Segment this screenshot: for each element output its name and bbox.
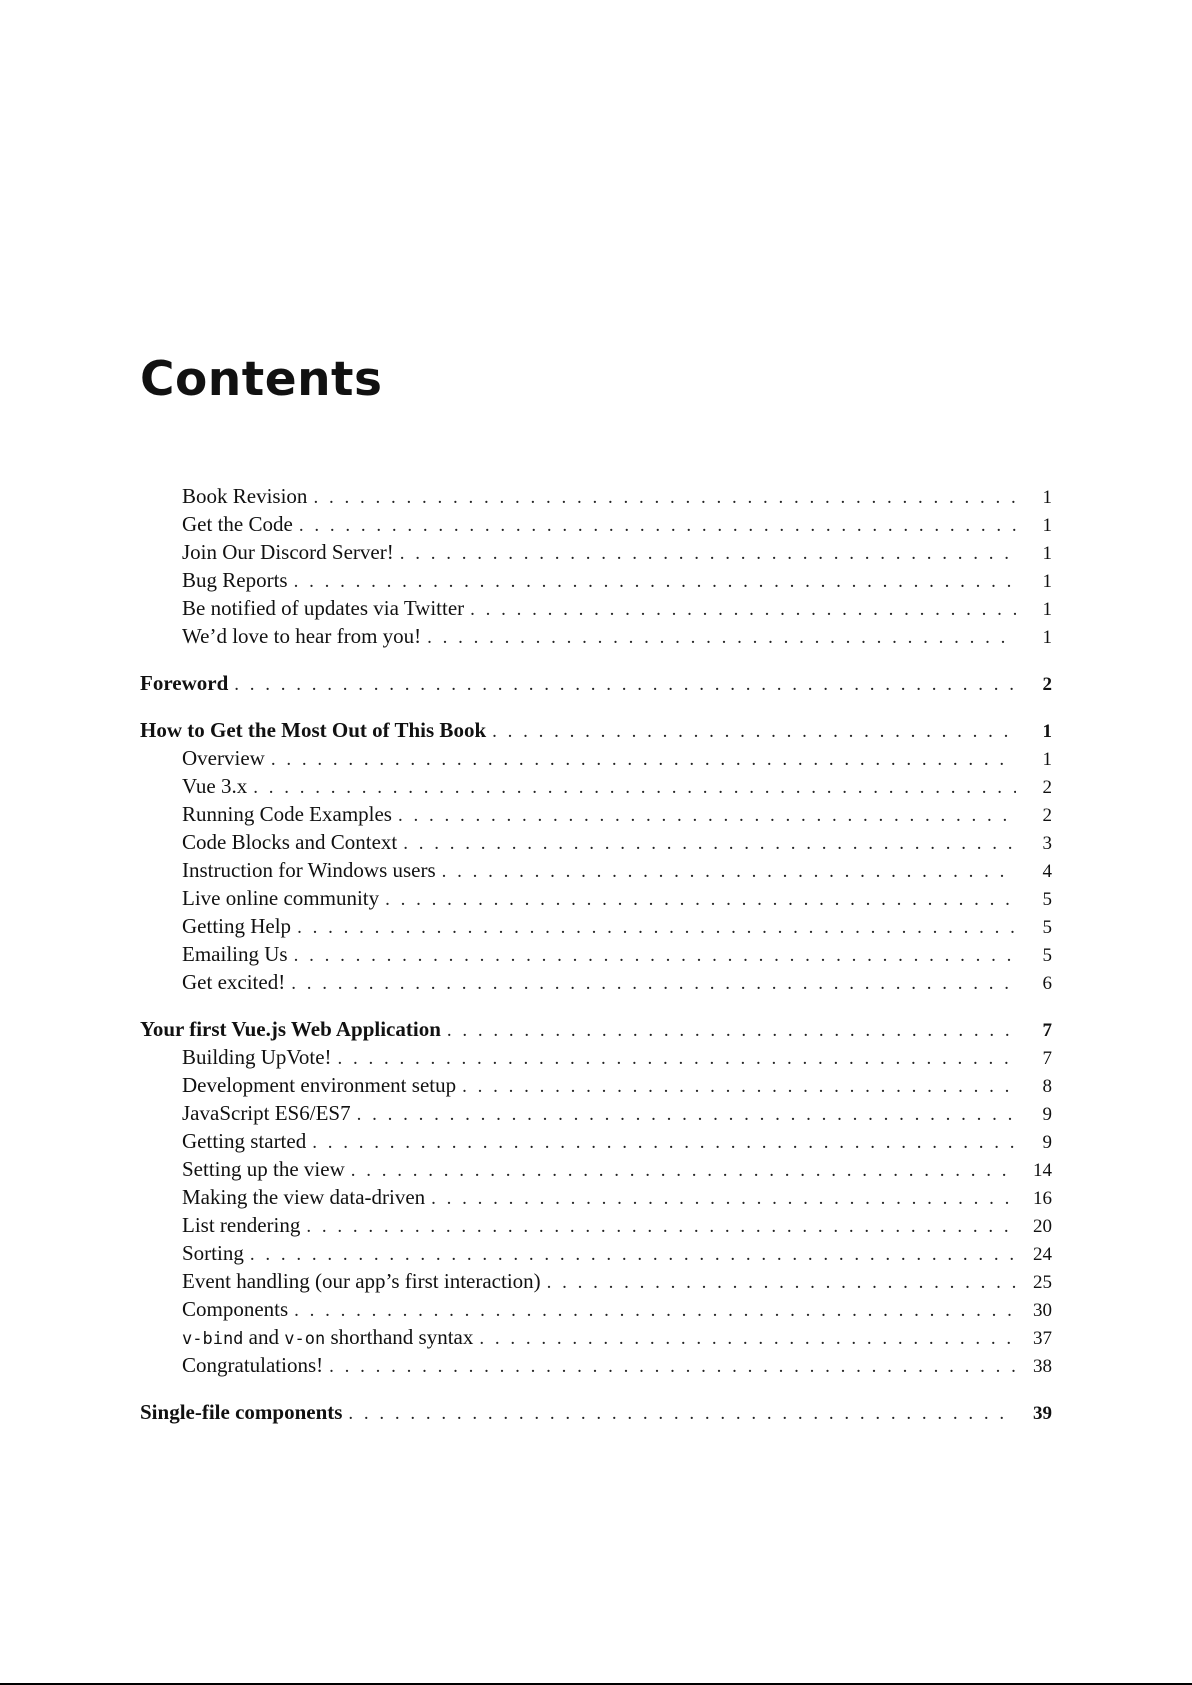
toc-entry-title: Making the view data-driven: [182, 1185, 426, 1209]
toc-entry[interactable]: [140, 622, 1052, 650]
toc-entry-page: 7: [1042, 1048, 1052, 1069]
toc-entry[interactable]: [140, 1043, 1052, 1071]
code-v-on: v-on: [284, 1329, 326, 1349]
dot-leader: [385, 886, 1016, 914]
toc-entry-title: Be notified of updates via Twitter: [182, 596, 465, 620]
dot-leader: [547, 1269, 1016, 1297]
toc-entry-title: Components: [182, 1297, 289, 1321]
dot-leader: [294, 942, 1016, 970]
toc-chapter-title: Foreword: [140, 671, 229, 695]
toc-entry-page: 38: [1033, 1356, 1052, 1377]
toc-entry-title: Congratulations!: [182, 1353, 324, 1377]
dot-leader: [294, 568, 1016, 596]
toc-entry-page: 2: [1042, 805, 1052, 826]
toc-entry-page: 37: [1033, 1328, 1052, 1349]
dot-leader: [250, 1241, 1016, 1269]
toc-entry-page: 30: [1033, 1300, 1052, 1321]
toc-entry[interactable]: [140, 744, 1052, 772]
toc-entry-title: Emailing Us: [182, 942, 288, 966]
toc-entry-title: Get the Code: [182, 512, 293, 536]
toc-group-first-app: [140, 1015, 1052, 1379]
toc-entry[interactable]: [140, 1351, 1052, 1379]
toc-entry-page: 9: [1042, 1104, 1052, 1125]
toc-entry-page: 3: [1042, 833, 1052, 854]
toc-entry-title: Vue 3.x: [182, 774, 248, 798]
toc-entry[interactable]: [140, 912, 1052, 940]
dot-leader: [427, 624, 1016, 652]
toc-chapter-entry[interactable]: [140, 716, 1052, 744]
toc-entry-page: 1: [1042, 543, 1052, 564]
toc-entry-title: We’d love to hear from you!: [182, 624, 422, 648]
dot-leader: [313, 484, 1016, 512]
toc-entry-page: 1: [1042, 627, 1052, 648]
toc-entry-title: Running Code Examples: [182, 802, 392, 826]
dot-leader: [271, 746, 1016, 774]
toc-entry[interactable]: [140, 482, 1052, 510]
dot-leader: [442, 858, 1016, 886]
toc-entry-page: 6: [1042, 973, 1052, 994]
toc-entry-title: [182, 1323, 473, 1353]
toc-chapter-entry[interactable]: [140, 1015, 1052, 1043]
toc-entry-title: JavaScript ES6/ES7: [182, 1101, 351, 1125]
toc-entry-page: 4: [1042, 861, 1052, 882]
toc-entry[interactable]: [140, 1127, 1052, 1155]
dot-leader: [492, 718, 1016, 746]
toc-entry[interactable]: [140, 1211, 1052, 1239]
toc-entry-title: Getting Help: [182, 914, 292, 938]
toc-entry-title: Live online community: [182, 886, 380, 910]
toc-entry-title: Overview: [182, 746, 265, 770]
toc-entry[interactable]: [140, 538, 1052, 566]
toc-entry-page: 1: [1042, 571, 1052, 592]
dot-leader: [234, 671, 1016, 699]
toc-entry[interactable]: [140, 1239, 1052, 1267]
toc-entry-title: Event handling (our app’s first interaction): [182, 1269, 541, 1293]
dot-leader: [253, 774, 1016, 802]
toc-chapter-entry[interactable]: [140, 669, 1052, 697]
toc-entry-page: 5: [1042, 917, 1052, 938]
toc-entry-title: Instruction for Windows users: [182, 858, 436, 882]
dot-leader: [431, 1185, 1016, 1213]
toc-chapter-title: How to Get the Most Out of This Book: [140, 718, 487, 742]
dot-leader: [403, 830, 1016, 858]
toc-entry[interactable]: [140, 510, 1052, 538]
toc-entry[interactable]: [140, 1183, 1052, 1211]
toc-entry-title: Sorting: [182, 1241, 244, 1265]
toc-entry[interactable]: [140, 1295, 1052, 1323]
toc-entry[interactable]: [140, 968, 1052, 996]
toc-entry-title: Development environment setup: [182, 1073, 457, 1097]
dot-leader: [329, 1353, 1016, 1381]
title-text-shorthand: shorthand syntax: [325, 1325, 474, 1349]
dot-leader: [470, 596, 1016, 624]
toc-entry-page: 8: [1042, 1076, 1052, 1097]
toc-entry-page: 1: [1042, 515, 1052, 536]
toc-entry[interactable]: [140, 1323, 1052, 1351]
toc-entry-title: Getting started: [182, 1129, 307, 1153]
code-v-bind: v-bind: [182, 1329, 244, 1349]
toc-entry[interactable]: [140, 1071, 1052, 1099]
toc-chapter-title: Single-file components: [140, 1400, 343, 1424]
toc-entry-page: 14: [1033, 1160, 1052, 1181]
dot-leader: [291, 970, 1016, 998]
toc-entry[interactable]: [140, 1099, 1052, 1127]
dot-leader: [462, 1073, 1016, 1101]
toc-entry[interactable]: [140, 566, 1052, 594]
dot-leader: [299, 512, 1016, 540]
dot-leader: [338, 1045, 1016, 1073]
toc-entry-title: List rendering: [182, 1213, 301, 1237]
toc-entry[interactable]: [140, 594, 1052, 622]
toc-entry-page: 20: [1033, 1216, 1052, 1237]
toc-entry-title: Bug Reports: [182, 568, 288, 592]
toc-entry-title: Get excited!: [182, 970, 286, 994]
toc-entry[interactable]: [140, 856, 1052, 884]
dot-leader: [306, 1213, 1016, 1241]
toc-entry-page: 25: [1033, 1272, 1052, 1293]
toc-entry-page: 16: [1033, 1188, 1052, 1209]
toc-entry-title: Join Our Discord Server!: [182, 540, 394, 564]
toc-entry-title: Code Blocks and Context: [182, 830, 398, 854]
table-of-contents: [140, 482, 1052, 1445]
toc-entry[interactable]: [140, 884, 1052, 912]
dot-leader: [398, 802, 1016, 830]
toc-entry-page: 9: [1042, 1132, 1052, 1153]
toc-chapter-page: 7: [1042, 1020, 1052, 1041]
dot-leader: [312, 1129, 1016, 1157]
toc-group-front-matter: [140, 482, 1052, 650]
toc-entry-page: 5: [1042, 945, 1052, 966]
page-title: Contents: [140, 352, 383, 407]
dot-leader: [357, 1101, 1016, 1129]
toc-entry[interactable]: [140, 1155, 1052, 1183]
dot-leader: [351, 1157, 1016, 1185]
dot-leader: [447, 1017, 1016, 1045]
toc-chapter-page: 1: [1042, 721, 1052, 742]
toc-entry[interactable]: [140, 772, 1052, 800]
toc-entry-page: 1: [1042, 599, 1052, 620]
dot-leader: [348, 1400, 1016, 1428]
toc-entry-page: 5: [1042, 889, 1052, 910]
toc-entry-page: 1: [1042, 749, 1052, 770]
toc-entry-page: 2: [1042, 777, 1052, 798]
toc-entry-title: Book Revision: [182, 484, 308, 508]
toc-entry[interactable]: [140, 828, 1052, 856]
toc-entry[interactable]: [140, 800, 1052, 828]
dot-leader: [297, 914, 1016, 942]
dot-leader: [400, 540, 1016, 568]
toc-chapter-entry[interactable]: [140, 1398, 1052, 1426]
toc-group-how-to: [140, 716, 1052, 996]
dot-leader: [294, 1297, 1016, 1325]
toc-chapter-page: 2: [1042, 674, 1052, 695]
title-text-and: and: [243, 1325, 285, 1349]
toc-entry-page: 1: [1042, 487, 1052, 508]
toc-entry[interactable]: [140, 940, 1052, 968]
dot-leader: [479, 1325, 1016, 1353]
toc-entry[interactable]: [140, 1267, 1052, 1295]
toc-group-foreword: [140, 669, 1052, 697]
toc-chapter-page: 39: [1033, 1403, 1052, 1424]
toc-entry-title: Building UpVote!: [182, 1045, 332, 1069]
toc-entry-page: 24: [1033, 1244, 1052, 1265]
toc-chapter-title: Your first Vue.js Web Application: [140, 1017, 441, 1041]
toc-group-single-file: [140, 1398, 1052, 1426]
toc-entry-title: Setting up the view: [182, 1157, 345, 1181]
